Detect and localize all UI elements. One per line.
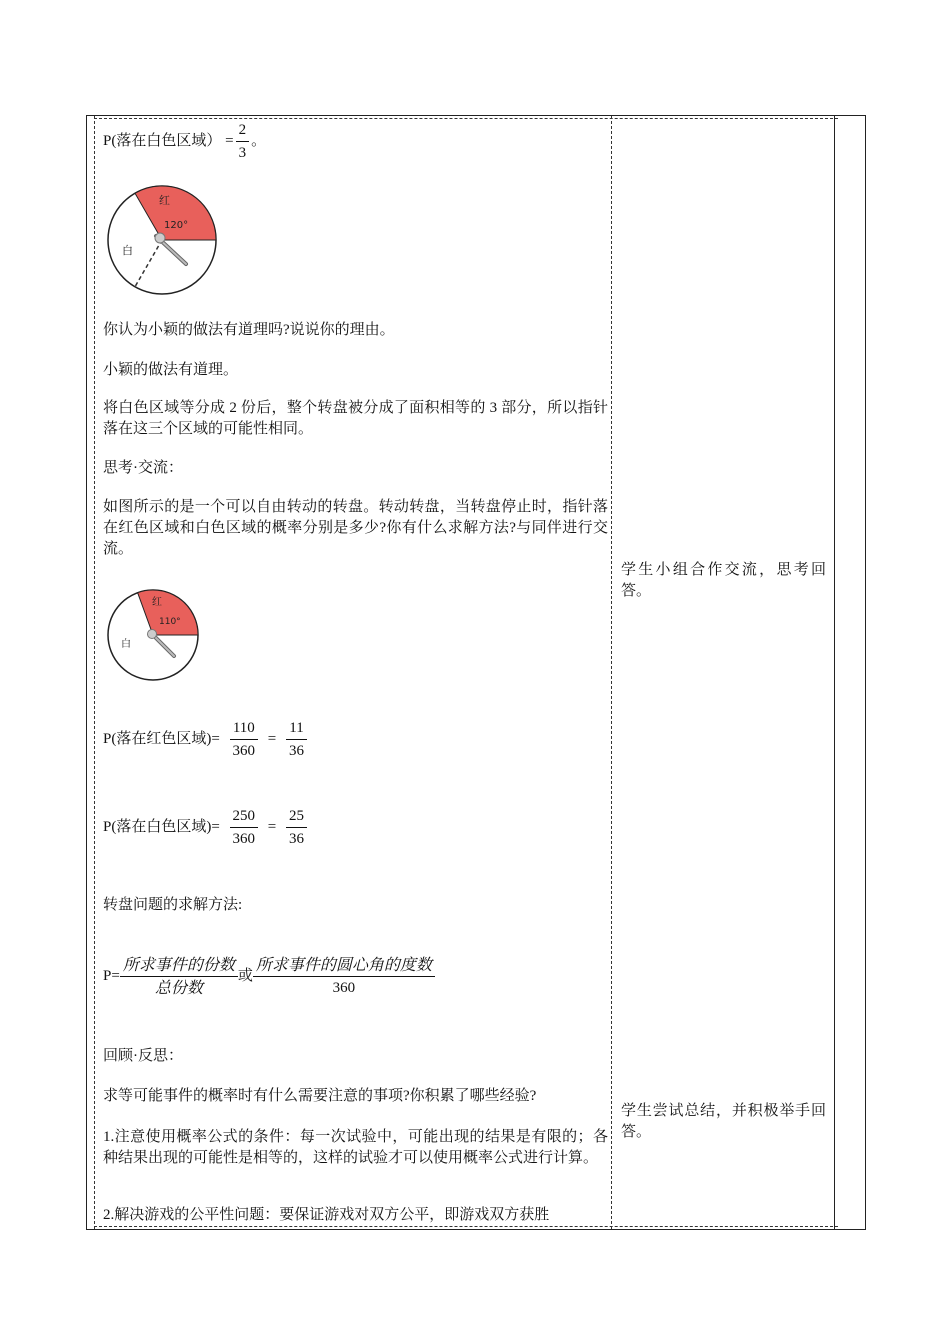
- fraction-denominator: 36: [289, 831, 305, 847]
- spinner-2-hub: [148, 630, 157, 639]
- table-column-divider-right: [834, 116, 835, 1229]
- think-exchange-title: 思考·交流：: [103, 460, 183, 476]
- table-right-border: [865, 116, 866, 1229]
- student-activity-note-2: 学生尝试总结，并积极举手回答。: [621, 1103, 826, 1140]
- review-title: 回顾·反思：: [103, 1048, 183, 1064]
- think-exchange-body: 如图所示的是一个可以自由转动的转盘。转动转盘，当转盘停止时，指针落在红色区域和白色区域的概率分别是多少?你有什么求解方法?与同伴进行交流。: [103, 499, 608, 557]
- spinner-2-angle-label: 110°: [159, 617, 181, 627]
- spinner-1-angle-label: 120°: [164, 220, 189, 231]
- spinner-figure-1: [104, 182, 220, 298]
- spinner-2-white-label: 白: [121, 639, 131, 650]
- fraction-numerator: 11: [286, 718, 306, 740]
- fraction-25-36: [286, 806, 307, 849]
- formula-numerator-parts: 所求事件的份数: [120, 955, 238, 977]
- answer-explanation: 将白色区域等分成 2 份后，整个转盘被分成了面积相等的 3 部分，所以指针落在这三个区域的可能性相同。: [103, 400, 608, 437]
- table-top-dash: [94, 118, 838, 119]
- fraction-110-360: [230, 718, 259, 761]
- fraction-11-36: [286, 718, 307, 761]
- probability-white2-label: P(落在白色区域)=: [103, 818, 220, 835]
- fraction-numerator: 2: [236, 120, 250, 142]
- formula-numerator-degrees: 所求事件的圆心角的度数: [253, 955, 435, 977]
- spinner-figure-2: [104, 586, 204, 686]
- spinner-1-white-label: 白: [122, 244, 133, 257]
- equals-sign: =: [225, 132, 234, 149]
- probability-white-line: [103, 120, 266, 163]
- review-point-1: 1.注意使用概率公式的条件：每一次试验中，可能出现的结果是有限的；各种结果出现的可能性是相等的，这样的试验才可以使用概率公式进行计算。: [103, 1129, 608, 1166]
- probability-red-line: [103, 718, 309, 761]
- formula-fraction-degrees: [253, 955, 435, 998]
- method-title: 转盘问题的求解方法:: [103, 897, 243, 913]
- formula-line: [103, 955, 435, 998]
- period: 。: [251, 132, 267, 149]
- fraction-denominator: 3: [238, 145, 247, 161]
- table-column-divider: [611, 116, 612, 1229]
- table-left-border: [86, 116, 87, 1229]
- review-question: 求等可能事件的概率时有什么需要注意的事项?你积累了哪些经验?: [103, 1088, 537, 1104]
- probability-white-label: P(落在白色区域）: [103, 132, 222, 149]
- spinner-1-red-label: 红: [159, 194, 170, 207]
- fraction-denominator: 36: [289, 743, 305, 759]
- formula-fraction-parts: [120, 955, 238, 998]
- equals-sign: =: [267, 818, 277, 835]
- formula-denominator-parts: 总份数: [154, 978, 203, 997]
- review-point-2: 2.解决游戏的公平性问题：要保证游戏对双方公平，即游戏双方获胜: [103, 1207, 550, 1223]
- fraction-numerator: 25: [286, 806, 307, 828]
- spinner-1-hub: [155, 233, 165, 243]
- student-activity-note-1: 学生小组合作交流，思考回答。: [621, 562, 826, 599]
- equals-sign: =: [267, 730, 277, 747]
- table-inner-left-line: [94, 116, 95, 1229]
- formula-denominator-degrees: 360: [332, 980, 356, 996]
- formula-p: P=: [103, 967, 120, 984]
- probability-red-label: P(落在红色区域)=: [103, 730, 220, 747]
- spinner-2-red-label: 红: [152, 597, 162, 608]
- fraction-numerator: 110: [230, 718, 258, 740]
- probability-white2-line: [103, 806, 309, 849]
- fraction-two-thirds: [236, 120, 250, 163]
- fraction-250-360: [230, 806, 259, 849]
- fraction-numerator: 250: [230, 806, 259, 828]
- answer-text: 小颖的做法有道理。: [103, 362, 239, 378]
- table-bottom-dash: [94, 1226, 838, 1227]
- fraction-denominator: 360: [232, 743, 256, 759]
- fraction-denominator: 360: [232, 831, 256, 847]
- question-text: 你认为小颖的做法有道理吗?说说你的理由。: [103, 322, 395, 338]
- formula-or: 或: [237, 965, 253, 984]
